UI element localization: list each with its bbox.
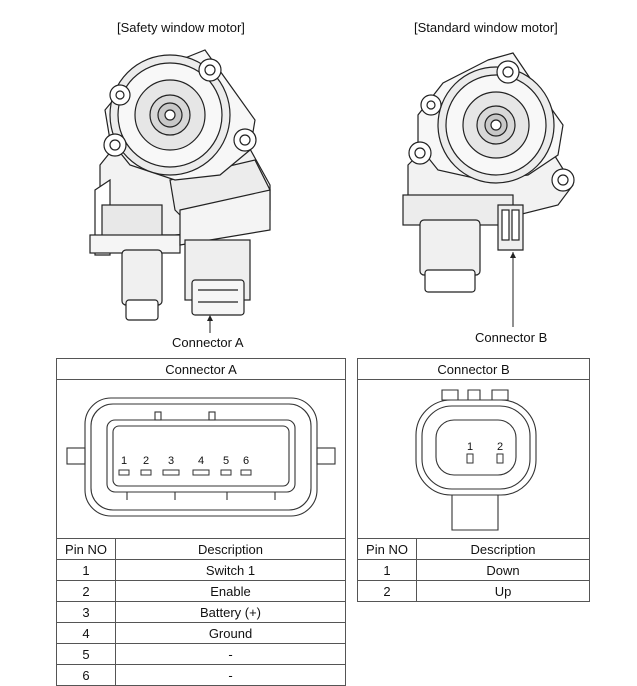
pin-description: Battery (+) bbox=[116, 602, 346, 623]
connector-b-col-pin: Pin NO bbox=[358, 539, 417, 560]
pin-number: 1 bbox=[358, 560, 417, 581]
pin-number: 4 bbox=[57, 623, 116, 644]
connector-b-table-title: Connector B bbox=[358, 359, 590, 380]
pin-description: Enable bbox=[116, 581, 346, 602]
connector-a-face-cell bbox=[57, 380, 346, 539]
table-row bbox=[57, 665, 346, 686]
standard-motor-illustration bbox=[398, 45, 588, 315]
safety-motor-title: [Safety window motor] bbox=[117, 20, 245, 35]
connector-a-col-pin: Pin NO bbox=[57, 539, 116, 560]
pin-b1-number: 1 bbox=[466, 441, 474, 453]
pin-description: - bbox=[116, 665, 346, 686]
pin-number: 2 bbox=[358, 581, 417, 602]
pin-a2-number: 2 bbox=[142, 455, 150, 467]
connector-a-col-desc: Description bbox=[116, 539, 346, 560]
pin-a1-number: 1 bbox=[120, 455, 128, 467]
pin-a3-number: 3 bbox=[167, 455, 175, 467]
pin-description: Switch 1 bbox=[116, 560, 346, 581]
pin-description: Up bbox=[417, 581, 590, 602]
connector-b-table bbox=[357, 358, 590, 602]
table-row bbox=[57, 560, 346, 581]
connector-b-callout: Connector B bbox=[475, 330, 548, 345]
table-row bbox=[57, 581, 346, 602]
pin-b2-number: 2 bbox=[496, 441, 504, 453]
table-row bbox=[57, 623, 346, 644]
pin-number: 3 bbox=[57, 602, 116, 623]
pin-number: 2 bbox=[57, 581, 116, 602]
table-row bbox=[57, 602, 346, 623]
table-row bbox=[358, 560, 590, 581]
pin-description: Ground bbox=[116, 623, 346, 644]
pin-a4-number: 4 bbox=[197, 455, 205, 467]
standard-motor-title: [Standard window motor] bbox=[414, 20, 558, 35]
safety-motor-illustration bbox=[80, 40, 290, 335]
pin-description: Down bbox=[417, 560, 590, 581]
connector-b-face-diagram bbox=[358, 380, 589, 535]
connector-b-face-cell bbox=[358, 380, 590, 539]
pin-a6-number: 6 bbox=[242, 455, 250, 467]
connector-a-callout: Connector A bbox=[172, 335, 244, 350]
connector-b-col-desc: Description bbox=[417, 539, 590, 560]
table-row bbox=[358, 581, 590, 602]
connector-a-table-title: Connector A bbox=[57, 359, 346, 380]
connector-a-face-diagram bbox=[57, 380, 345, 535]
pin-description: - bbox=[116, 644, 346, 665]
pin-number: 6 bbox=[57, 665, 116, 686]
table-row bbox=[57, 644, 346, 665]
connector-a-table bbox=[56, 358, 346, 686]
pin-number: 5 bbox=[57, 644, 116, 665]
pin-a5-number: 5 bbox=[222, 455, 230, 467]
pin-number: 1 bbox=[57, 560, 116, 581]
